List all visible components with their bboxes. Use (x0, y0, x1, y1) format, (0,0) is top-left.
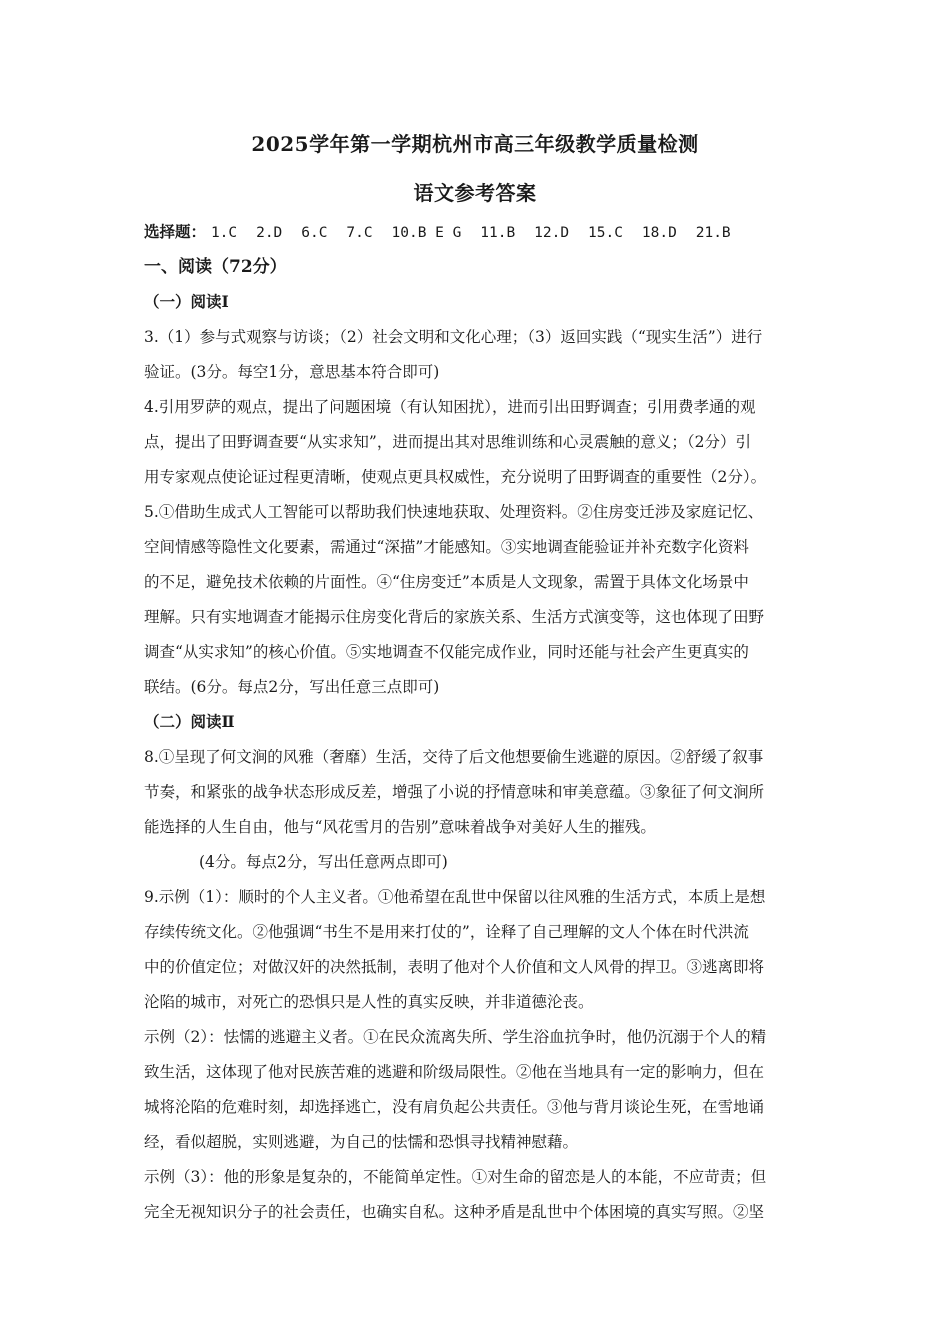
section-heading-reading: 一、阅读（72分） (144, 257, 287, 277)
answer-line: 示例（3）：他的形象是复杂的，不能简单定性。①对生命的留恋是人的本能，不应苛责；但 (144, 1168, 767, 1186)
answer-line: 8.①呈现了何文涧的风雅（奢靡）生活，交待了后文他想要偷生逃避的原因。②舒缓了叙事 (144, 748, 764, 766)
choice-answer: 6.C (301, 225, 328, 241)
choice-answer: 11.B (480, 225, 516, 241)
answer-line: 3.（1）参与式观察与访谈；（2）社会文明和文化心理；（3）返回实践（“现实生活”）进行 (144, 328, 763, 346)
subsection-heading-reading-2: （二）阅读Ⅱ (144, 712, 235, 731)
answer-line: 存续传统文化。②他强调“书生不是用来打仗的”，诠释了自己理解的文人个体在时代洪流 (144, 923, 749, 941)
choice-answer: 1.C (210, 225, 238, 241)
document-title: 2025学年第一学期杭州市高三年级教学质量检测 (251, 132, 699, 156)
answer-line: 点，提出了田野调查要“从实求知”，进而提出其对思维训练和心灵震触的意义；（2分）引 (144, 433, 751, 451)
answer-line: 致生活，这体现了他对民族苦难的逃避和阶级局限性。②他在当地具有一定的影响力，但在 (144, 1063, 765, 1081)
answer-line: 理解。只有实地调查才能揭示住房变化背后的家族关系、生活方式演变等，这也体现了田野 (144, 608, 765, 626)
document-subtitle: 语文参考答案 (413, 181, 537, 205)
choice-answers-row (144, 222, 809, 243)
answer-line: 示例（2）：怯懦的逃避主义者。①在民众流离失所、学生浴血抗争时，他仍沉溺于个人的精 (144, 1028, 767, 1046)
answer-line: 中的价值定位；对做汉奸的决然抵制，表明了他对个人价值和文人风骨的捍卫。③逃离即将 (144, 958, 765, 976)
answer-line: 验证。(3分。每空1分，意思基本符合即可) (144, 363, 440, 381)
choice-answer: 12.D (534, 225, 570, 241)
answer-line: 沦陷的城市，对死亡的恐惧只是人性的真实反映，并非道德沦丧。 (144, 993, 594, 1011)
answer-line: 城将沦陷的危难时刻，却选择逃亡，没有肩负起公共责任。③他与背月谈论生死，在雪地诵 (144, 1098, 765, 1116)
answer-line: 的不足，避免技术依赖的片面性。④“住房变迁”本质是人文现象，需置于具体文化场景中 (144, 573, 749, 591)
choice-answer: 15.C (588, 225, 623, 241)
choice-answer: 18.D (641, 225, 677, 241)
answer-line: 经，看似超脱，实则逃避，为自己的怯懦和恐惧寻找精神慰藉。 (144, 1133, 579, 1151)
choice-label: 选择题： (144, 222, 207, 241)
answer-line: (4分。每点2分，写出任意两点即可) (199, 853, 448, 871)
answer-line: 联结。(6分。每点2分，写出任意三点即可) (144, 678, 440, 696)
answer-line: 能选择的人生自由，他与“风花雪月的告别”意味着战争对美好人生的摧残。 (144, 818, 656, 836)
answer-line: 用专家观点使论证过程更清晰，使观点更具权威性，充分说明了田野调查的重要性（2分）。 (144, 468, 767, 486)
answer-line: 调查“从实求知”的核心价值。⑤实地调查不仅能完成作业，同时还能与社会产生更真实的 (144, 643, 749, 661)
answer-line: 空间情感等隐性文化要素，需通过“深描”才能感知。③实地调查能验证并补充数字化资料 (144, 538, 749, 556)
choice-answer: 21.B (695, 225, 731, 241)
choice-answer: 2.D (256, 225, 283, 241)
subsection-heading-reading-1: （一）阅读Ⅰ (144, 292, 229, 311)
answer-line: 4.引用罗萨的观点，提出了问题困境（有认知困扰），进而引出田野调查；引用费孝通的观 (144, 398, 756, 416)
answer-line: 完全无视知识分子的社会责任，也确实自私。这种矛盾是乱世中个体困境的真实写照。②坚 (144, 1203, 765, 1221)
answer-line: 9.示例（1）：顺时的个人主义者。①他希望在乱世中保留以往风雅的生活方式，本质上是想 (144, 888, 766, 906)
answer-line: 节奏，和紧张的战争状态形成反差，增强了小说的抒情意味和审美意蕴。③象征了何文涧所 (144, 783, 765, 801)
choice-answer: 10.B E G (391, 225, 462, 241)
answer-line: 5.①借助生成式人工智能可以帮助我们快速地获取、处理资料。②住房变迁涉及家庭记忆、 (144, 503, 764, 521)
choice-answer: 7.C (346, 225, 373, 241)
